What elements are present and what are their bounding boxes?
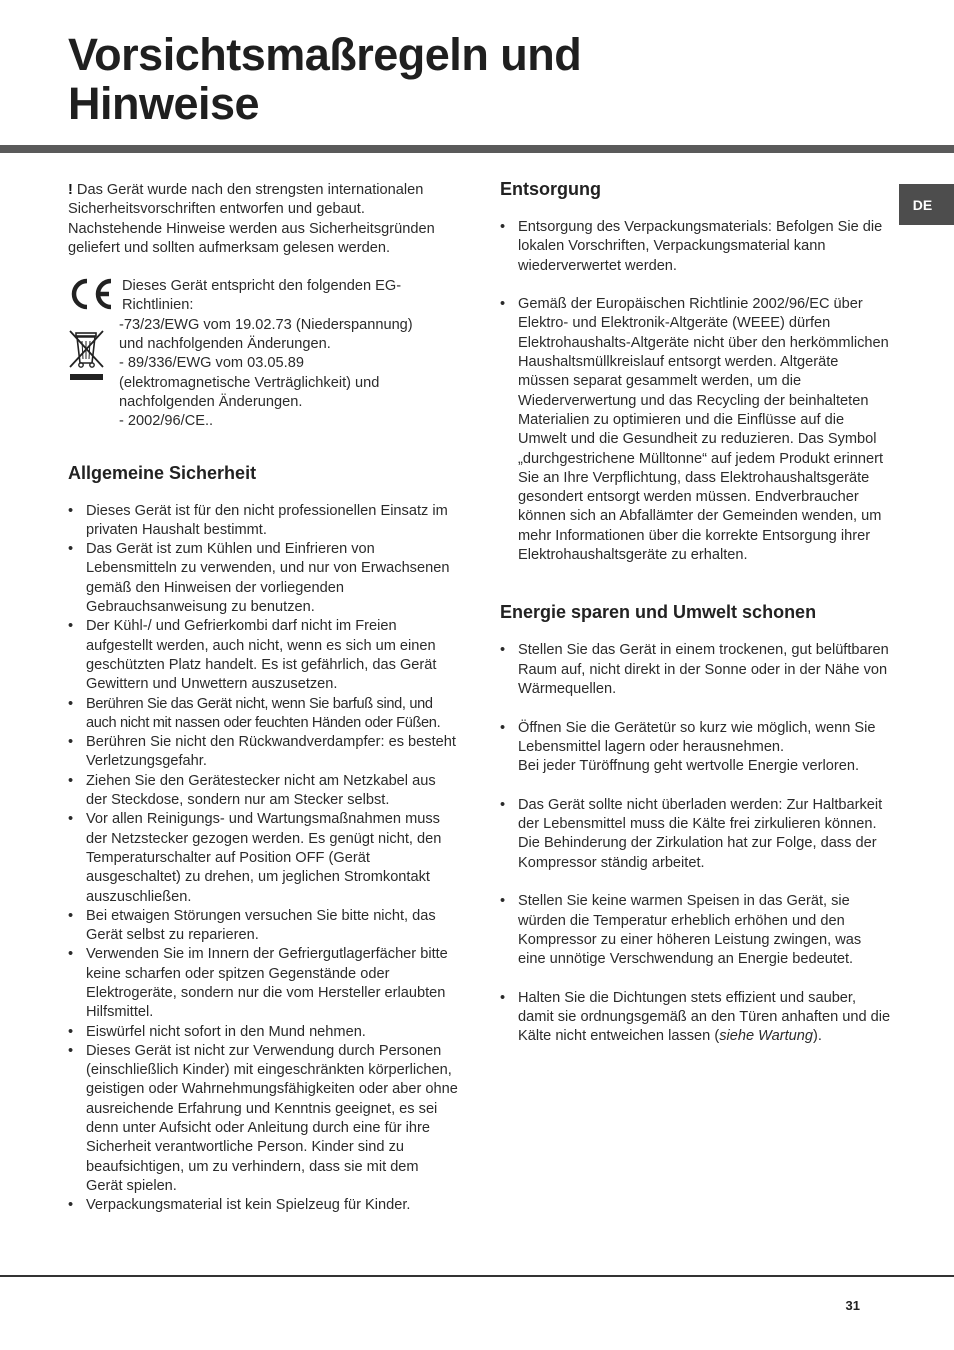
list-item: • Gemäß der Europäischen Richtlinie 2002/96/EC über Elektro- und Elektronik-Altgeräte (WEEE) dürfen Elektrohaushalts-Altgeräte nicht über den herkömmlichen Haushaltsmüllkreislauf entsorgt werden. Altgeräte müssen separat gesammelt werden, um die Wiederverwertung und das Recycling der beinhalteten Materialien zu optimieren und die Einflüsse auf die Umwelt und die Gesundheit zu reduzieren. Das Symbol „durchgestrichene Mülltonne“ auf jedem Produkt erinnert Sie an Ihre Verpflichtung, dass Elektrohaushaltsgeräte gesondert entsorgt werden müssen. Endverbraucher können sich an Abfallämter der Gemeinden wenden, um mehr Informationen über die korrekte Entsorgung ihrer Elektrohaushaltsgeräte zu erhalten. (500, 295, 892, 565)
language-tab: DE (899, 184, 954, 225)
list-item-end: ). (813, 1028, 822, 1045)
list-item (500, 989, 892, 1047)
disposal-heading: Entsorgung (500, 179, 601, 199)
list-item-note: Bei jeder Türöffnung geht wertvolle Energie verloren. (518, 758, 859, 775)
page-title-line-2: Hinweise (68, 78, 260, 129)
page-title-line-1: Vorsichtsmaßregeln und (68, 29, 582, 80)
left-column (68, 181, 458, 1216)
list-item: • Ziehen Sie den Gerätestecker nicht am Netzkabel aus der Steckdose, sondern nur am Stecker selbst. (68, 772, 458, 811)
general-safety-heading: Allgemeine Sicherheit (68, 462, 257, 483)
certification-icons (68, 277, 116, 381)
general-safety-list (68, 502, 458, 1216)
list-item: • Dieses Gerät ist nicht zur Verwendung durch Personen (einschließlich Kinder) mit eingeschränkten körperlichen, geistigen oder Wahrnehmungsfähigkeiten oder aber ohne ausreichende Erfahrung und Kenntnis geeignet, es sei denn unter Aufsicht oder Anleitung durch eine für ihre Sicherheit verantwortliche Person. Kinder sind zu beaufsichtigen, um zu verhindern, dass sie mit dem Gerät spielen. (68, 1042, 458, 1196)
list-item: • Berühren Sie nicht den Rückwandverdampfer: es besteht Verletzungsgefahr. (68, 733, 458, 772)
warning-mark: ! (68, 182, 73, 198)
energy-heading: Energie sparen und Umwelt schonen (500, 602, 817, 623)
list-item: • Verwenden Sie im Innern der Gefriergutlagerfächer bitte keine scharfen oder spitzen Gegenstände oder Elektrogeräte, sondern nur die vom Hersteller erlaubten Hilfsmittel. (68, 945, 458, 1022)
header-divider (0, 145, 954, 153)
list-item (500, 719, 892, 777)
cross-reference-link: siehe Wartung (719, 1028, 814, 1045)
footer-divider (0, 1275, 954, 1277)
page-title (68, 30, 581, 128)
certification-line: Dieses Gerät entspricht den folgenden EG- (122, 278, 402, 295)
energy-list (500, 641, 892, 1046)
certification-block (68, 277, 458, 431)
intro-text: Das Gerät wurde nach den strengsten internationalen Sicherheitsvorschriften entworfen und gebaut. Nachstehende Hinweise werden aus Sicherheitsgründen geliefert und sollten aufmerksam gelesen werden. (68, 182, 435, 256)
list-item: • Entsorgung des Verpackungsmaterials: Befolgen Sie die lokalen Vorschriften, Verpackungsmaterial kann wiederverwertet werden. (500, 218, 892, 276)
list-item: • Eiswürfel nicht sofort in den Mund nehmen. (68, 1023, 458, 1042)
list-item-text: Öffnen Sie die Gerätetür so kurz wie möglich, wenn Sie Lebensmittel lagern oder herausnehmen. (518, 719, 876, 755)
list-item: • Berühren Sie das Gerät nicht, wenn Sie barfuß sind, und auch nicht mit nassen oder feuchten Händen oder Füßen. (68, 695, 458, 734)
list-item: • Dieses Gerät ist für den nicht professionellen Einsatz im privaten Haushalt bestimmt. (68, 502, 458, 541)
certification-line: nachfolgenden Änderungen. (119, 393, 303, 410)
list-item: • Vor allen Reinigungs- und Wartungsmaßnahmen muss der Netzstecker gezogen werden. Es genügt nicht, den Temperaturschalter auf Position OFF (Gerät ausgeschaltet) zu drehen, um jeglichen Stromkontakt auszuschließen. (68, 810, 458, 906)
list-item-text: Halten Sie die Dichtungen stets effizient und sauber, damit sie ordnungsgemäß an den Türen anhaften und die Kälte nicht entweichen lassen ( (518, 989, 891, 1045)
disposal-list (500, 218, 892, 565)
certification-line: - 2002/96/CE.. (119, 413, 214, 430)
list-item: • Der Kühl-/ und Gefrierkombi darf nicht im Freien aufgestellt werden, auch nicht, wenn es sich um einen geschützten Platz handelt. Es ist gefährlich, das Gerät Gewittern und Unwettern auszusetzen. (68, 617, 458, 694)
list-item: • Stellen Sie keine warmen Speisen in das Gerät, sie würden die Temperatur erheblich erhöhen und den Kompressor zu einer höheren Leistung zwingen, was eine unnötige Verschwendung an Energie bedeutet. (500, 892, 892, 969)
list-item: • Stellen Sie das Gerät in einem trockenen, gut belüftbaren Raum auf, nicht direkt in der Sonne oder in der Nähe von Wärmequellen. (500, 641, 892, 699)
crossed-out-wheelie-bin-icon (69, 329, 105, 381)
certification-line: Richtlinien: (122, 297, 194, 314)
ce-mark-icon (68, 277, 114, 311)
page-number: 31 (845, 1298, 860, 1313)
intro-paragraph (68, 181, 458, 258)
list-item: • Verpackungsmaterial ist kein Spielzeug für Kinder. (68, 1196, 458, 1215)
certification-line: und nachfolgenden Änderungen. (119, 336, 331, 353)
certification-line: (elektromagnetische Verträglichkeit) und (119, 374, 380, 391)
right-column (500, 178, 892, 1047)
list-item: • Bei etwaigen Störungen versuchen Sie bitte nicht, das Gerät selbst zu reparieren. (68, 907, 458, 946)
list-item: • Das Gerät sollte nicht überladen werden: Zur Haltbarkeit der Lebensmittel muss die Kälte frei zirkulieren können. Die Behinderung der Zirkulation hat zur Folge, dass der Kompressor ständig arbeitet. (500, 796, 892, 873)
certification-line: - 89/336/EWG vom 03.05.89 (119, 355, 304, 372)
list-item: • Das Gerät ist zum Kühlen und Einfrieren von Lebensmitteln zu verwenden, und nur von Erwachsenen gemäß den Hinweisen der vorliegenden Gebrauchsanweisung zu benutzen. (68, 540, 458, 617)
certification-line: -73/23/EWG vom 19.02.73 (Niederspannung) (119, 316, 413, 333)
